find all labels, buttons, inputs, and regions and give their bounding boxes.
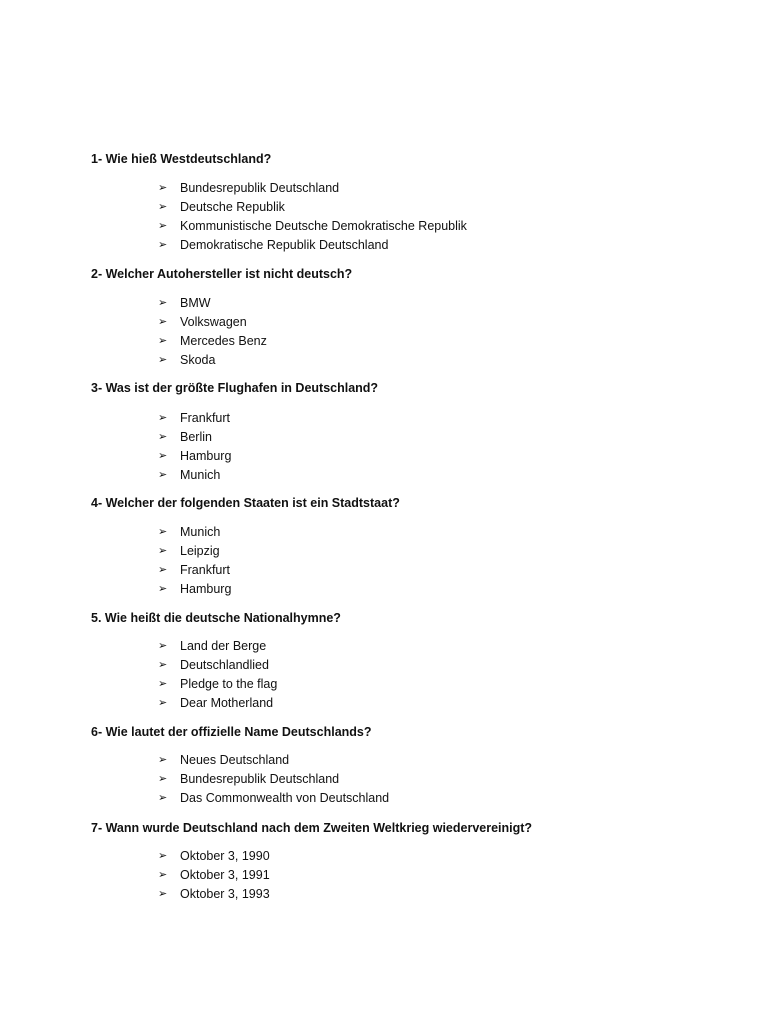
arrow-bullet-icon: ➢ bbox=[158, 469, 168, 481]
answer-option: ➢ Mercedes Benz bbox=[158, 332, 267, 351]
answer-option: ➢ Hamburg bbox=[158, 447, 231, 466]
arrow-bullet-icon: ➢ bbox=[158, 297, 168, 309]
question-6: 6- Wie lautet der offizielle Name Deutschlands? bbox=[91, 725, 372, 739]
arrow-bullet-icon: ➢ bbox=[158, 412, 168, 424]
answer-option: ➢ Bundesrepublik Deutschland bbox=[158, 179, 467, 198]
answer-option: ➢ Leipzig bbox=[158, 542, 231, 561]
answer-option: ➢ Dear Motherland bbox=[158, 694, 277, 713]
arrow-bullet-icon: ➢ bbox=[158, 773, 168, 785]
answer-option: ➢ Pledge to the flag bbox=[158, 675, 277, 694]
answer-option: ➢ Kommunistische Deutsche Demokratische Republik bbox=[158, 217, 467, 236]
arrow-bullet-icon: ➢ bbox=[158, 583, 168, 595]
answer-option: ➢ Hamburg bbox=[158, 580, 231, 599]
arrow-bullet-icon: ➢ bbox=[158, 450, 168, 462]
question-7: 7- Wann wurde Deutschland nach dem Zweiten Weltkrieg wiedervereinigt? bbox=[91, 821, 533, 835]
answer-option: ➢ Demokratische Republik Deutschland bbox=[158, 236, 467, 255]
answer-option: ➢ BMW bbox=[158, 294, 267, 313]
answer-option: ➢ Volkswagen bbox=[158, 313, 267, 332]
answer-list-2 bbox=[158, 294, 267, 370]
arrow-bullet-icon: ➢ bbox=[158, 678, 168, 690]
arrow-bullet-icon: ➢ bbox=[158, 697, 168, 709]
answer-option: ➢ Deutschlandlied bbox=[158, 656, 277, 675]
answer-option: ➢ Munich bbox=[158, 523, 231, 542]
arrow-bullet-icon: ➢ bbox=[158, 888, 168, 900]
arrow-bullet-icon: ➢ bbox=[158, 659, 168, 671]
answer-option: ➢ Munich bbox=[158, 466, 231, 485]
arrow-bullet-icon: ➢ bbox=[158, 869, 168, 881]
arrow-bullet-icon: ➢ bbox=[158, 640, 168, 652]
answer-option: ➢ Oktober 3, 1990 bbox=[158, 847, 270, 866]
arrow-bullet-icon: ➢ bbox=[158, 220, 168, 232]
arrow-bullet-icon: ➢ bbox=[158, 201, 168, 213]
answer-option: ➢ Frankfurt bbox=[158, 409, 231, 428]
answer-option: ➢ Oktober 3, 1991 bbox=[158, 866, 270, 885]
answer-option: ➢ Neues Deutschland bbox=[158, 751, 389, 770]
answer-option: ➢ Berlin bbox=[158, 428, 231, 447]
arrow-bullet-icon: ➢ bbox=[158, 431, 168, 443]
question-2: 2- Welcher Autohersteller ist nicht deutsch? bbox=[91, 267, 353, 281]
answer-option: ➢ Oktober 3, 1993 bbox=[158, 885, 270, 904]
answer-list-6 bbox=[158, 751, 389, 808]
answer-option: ➢ Frankfurt bbox=[158, 561, 231, 580]
answer-option: ➢ Skoda bbox=[158, 351, 267, 370]
arrow-bullet-icon: ➢ bbox=[158, 754, 168, 766]
question-3: 3- Was ist der größte Flughafen in Deutschland? bbox=[91, 381, 379, 395]
answer-option: ➢ Bundesrepublik Deutschland bbox=[158, 770, 389, 789]
question-1: 1- Wie hieß Westdeutschland? bbox=[91, 152, 272, 166]
arrow-bullet-icon: ➢ bbox=[158, 239, 168, 251]
answer-list-3 bbox=[158, 409, 231, 485]
arrow-bullet-icon: ➢ bbox=[158, 526, 168, 538]
arrow-bullet-icon: ➢ bbox=[158, 850, 168, 862]
question-4: 4- Welcher der folgenden Staaten ist ein Stadtstaat? bbox=[91, 496, 400, 510]
arrow-bullet-icon: ➢ bbox=[158, 316, 168, 328]
answer-list-5 bbox=[158, 637, 277, 713]
answer-list-4 bbox=[158, 523, 231, 599]
arrow-bullet-icon: ➢ bbox=[158, 354, 168, 366]
answer-list-1 bbox=[158, 179, 467, 255]
arrow-bullet-icon: ➢ bbox=[158, 792, 168, 804]
question-5: 5. Wie heißt die deutsche Nationalhymne? bbox=[91, 611, 341, 625]
answer-list-7 bbox=[158, 847, 270, 904]
answer-option: ➢ Land der Berge bbox=[158, 637, 277, 656]
arrow-bullet-icon: ➢ bbox=[158, 545, 168, 557]
arrow-bullet-icon: ➢ bbox=[158, 335, 168, 347]
arrow-bullet-icon: ➢ bbox=[158, 564, 168, 576]
answer-option: ➢ Deutsche Republik bbox=[158, 198, 467, 217]
arrow-bullet-icon: ➢ bbox=[158, 182, 168, 194]
answer-option: ➢ Das Commonwealth von Deutschland bbox=[158, 789, 389, 808]
